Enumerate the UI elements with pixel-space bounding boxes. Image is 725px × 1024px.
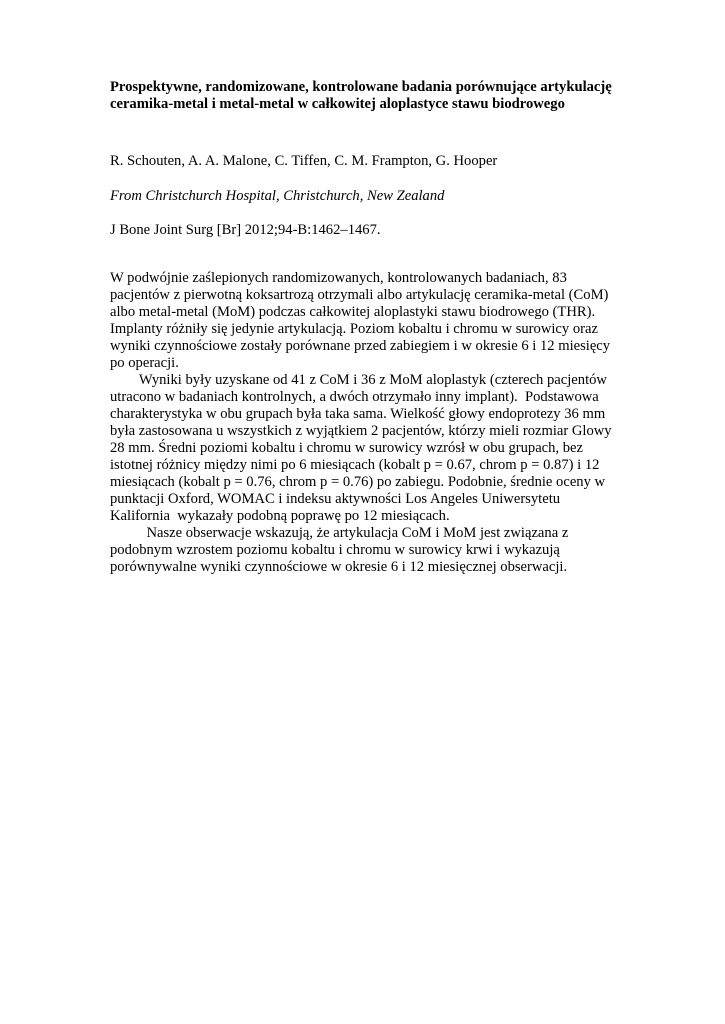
- abstract-line: utracono w badaniach kontrolnych, a dwóch otrzymało inny implant). Podstawowa: [110, 389, 599, 405]
- journal-citation: J Bone Joint Surg [Br] 2012;94-B:1462–1467.: [110, 222, 381, 238]
- abstract-line: Nasze obserwacje wskazują, że artykulacja CoM i MoM jest związana z: [110, 525, 569, 541]
- abstract-line: 28 mm. Średni poziomi kobaltu i chromu w surowicy wzrósł w obu grupach, bez: [110, 440, 583, 456]
- abstract-line: pacjentów z pierwotną koksartrozą otrzymali albo artykulację ceramika-metal (CoM): [110, 287, 609, 303]
- title-line: ceramika-metal i metal-metal w całkowitej aloplastyce stawu biodrowego: [110, 96, 565, 112]
- article-title: [110, 79, 630, 113]
- abstract-line: punktacji Oxford, WOMAC i indeksu aktywności Los Angeles Uniwersytetu: [110, 491, 561, 507]
- abstract-line: istotnej różnicy między nimi po 6 miesiącach (kobalt p = 0.67, chrom p = 0.87) i 12: [110, 457, 600, 473]
- abstract-line: była zastosowana u wszystkich z wyjątkiem 2 pacjentów, którzy mieli rozmiar Glowy: [110, 423, 612, 439]
- abstract-line: miesiącach (kobalt p = 0.76, chrom p = 0.76) po zabiegu. Podobnie, średnie oceny w: [110, 474, 606, 490]
- abstract-line: Kalifornia wykazały podobną poprawę po 12 miesiącach.: [110, 508, 450, 524]
- abstract-line: Wyniki były uzyskane od 41 z CoM i 36 z MoM aloplastyk (czterech pacjentów: [110, 372, 607, 388]
- abstract-body: [110, 270, 630, 576]
- abstract-line: porównywalne wyniki czynnościowe w okresie 6 i 12 miesięcznej obserwacji.: [110, 559, 568, 575]
- abstract-line: podobnym wzrostem poziomu kobaltu i chromu w surowicy krwi i wykazują: [110, 542, 560, 558]
- abstract-line: charakterystyka w obu grupach była taka sama. Wielkość głowy endoprotezy 36 mm: [110, 406, 606, 422]
- title-line: Prospektywne, randomizowane, kontrolowane badania porównujące artykulację: [110, 79, 612, 95]
- abstract-line: wyniki czynnościowe zostały porównane przed zabiegiem i w okresie 6 i 12 miesięcy: [110, 338, 611, 354]
- abstract-line: Implanty różniły się jedynie artykulacją. Poziom kobaltu i chromu w surowicy oraz: [110, 321, 598, 337]
- abstract-line: W podwójnie zaślepionych randomizowanych, kontrolowanych badaniach, 83: [110, 270, 567, 286]
- abstract-line: albo metal-metal (MoM) podczas całkowitej aloplastyki stawu biodrowego (THR).: [110, 304, 596, 320]
- affiliation: From Christchurch Hospital, Christchurch, New Zealand: [110, 188, 445, 204]
- author-list: R. Schouten, A. A. Malone, C. Tiffen, C. M. Frampton, G. Hooper: [110, 153, 498, 169]
- abstract-line: po operacji.: [110, 355, 179, 371]
